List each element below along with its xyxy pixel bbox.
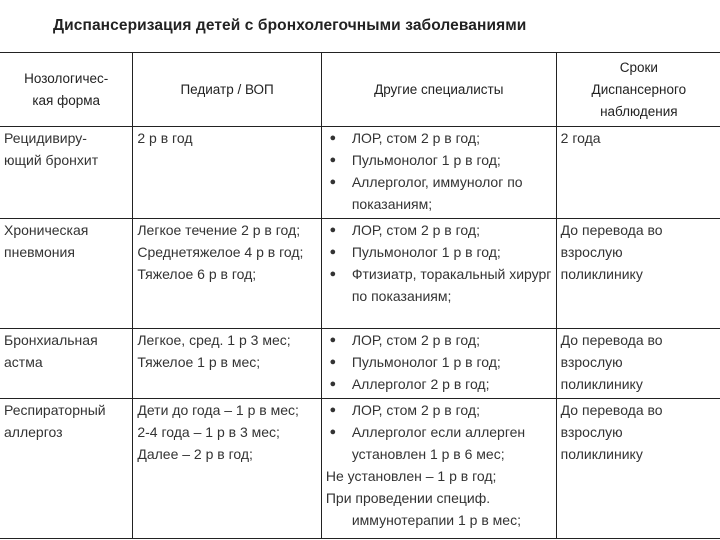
form-line: Хроническая <box>4 222 89 238</box>
header-line: Диспансерного <box>591 81 687 97</box>
form-line: пневмония <box>4 244 75 260</box>
header-terms <box>556 53 720 127</box>
pediatrician-schedule: 2 р в год <box>137 130 193 146</box>
cell-observation-term <box>556 219 720 329</box>
table-row <box>0 219 720 329</box>
cell-specialists <box>321 219 556 329</box>
bullet-icon: ● <box>329 268 337 280</box>
term-line: До перевода во <box>560 222 663 238</box>
specialist-item-text: ЛОР, стом 2 р в год; <box>351 130 480 146</box>
specialist-item-text: Аллерголог 2 р в год; <box>351 376 490 392</box>
bullet-icon: ● <box>329 132 337 144</box>
term-line: поликлинику <box>560 376 643 392</box>
term-line: взрослую <box>560 244 623 260</box>
table-row <box>0 399 720 539</box>
list-item <box>326 421 552 465</box>
bullet-icon: ● <box>329 426 337 438</box>
term-line: взрослую <box>560 354 623 370</box>
form-line: астма <box>4 354 43 370</box>
bullet-icon: ● <box>329 378 337 390</box>
cell-pediatrician <box>133 399 321 539</box>
list-item <box>326 329 552 351</box>
table-row <box>0 127 720 219</box>
specialist-note: иммунотерапии 1 р в мес; <box>351 512 521 528</box>
pediatrician-schedule: Тяжелое 6 р в год; <box>137 266 257 282</box>
header-line: кая форма <box>32 92 101 108</box>
list-item <box>326 373 552 395</box>
header-specialists: Другие специалисты <box>321 53 556 127</box>
list-item <box>326 241 552 263</box>
specialist-item-text: ЛОР, стом 2 р в год; <box>351 402 480 418</box>
cell-specialists <box>321 399 556 539</box>
pediatrician-schedule: Дети до года – 1 р в мес; <box>137 402 299 418</box>
pediatrician-schedule: Далее – 2 р в год; <box>137 446 253 462</box>
form-line: Бронхиальная <box>4 332 98 348</box>
bullet-icon: ● <box>329 154 337 166</box>
cell-pediatrician <box>133 127 321 219</box>
list-item <box>326 399 552 421</box>
specialist-item-text: Фтизиатр, торакальный хирург по показаниям; <box>351 266 552 304</box>
list-item <box>326 263 552 307</box>
form-line: ющий бронхит <box>4 152 99 168</box>
pediatrician-schedule: Тяжелое 1 р в мес; <box>137 354 261 370</box>
dispensary-table <box>0 52 720 539</box>
list-item <box>326 351 552 373</box>
header-line: наблюдения <box>600 103 678 119</box>
specialists-list <box>326 329 552 395</box>
bullet-icon: ● <box>329 404 337 416</box>
bullet-icon: ● <box>329 246 337 258</box>
specialists-list <box>326 219 552 307</box>
cell-observation-term <box>556 329 720 399</box>
cell-nosological-form <box>0 399 133 539</box>
list-item <box>326 127 552 149</box>
term-line: До перевода во <box>560 332 663 348</box>
specialists-list <box>326 399 552 465</box>
term-line: 2 года <box>560 130 601 146</box>
specialist-item-text: Пульмонолог 1 р в год; <box>351 354 501 370</box>
page-title: Диспансеризация детей с бронхолегочными заболеваниями <box>53 17 527 34</box>
cell-observation-term <box>556 399 720 539</box>
list-item <box>326 219 552 241</box>
term-line: поликлинику <box>560 266 643 282</box>
cell-specialists <box>321 127 556 219</box>
cell-pediatrician <box>133 329 321 399</box>
term-line: До перевода во <box>560 402 663 418</box>
cell-pediatrician <box>133 219 321 329</box>
cell-nosological-form <box>0 127 133 219</box>
form-line: Респираторный <box>4 402 106 418</box>
header-nosological-form <box>0 53 133 127</box>
pediatrician-schedule: Среднетяжелое 4 р в год; <box>137 244 304 260</box>
cell-nosological-form <box>0 219 133 329</box>
pediatrician-schedule: Легкое течение 2 р в год; <box>137 222 301 238</box>
header-line: Сроки <box>619 59 658 75</box>
term-line: взрослую <box>560 424 623 440</box>
specialist-note: Не установлен – 1 р в год; <box>325 468 497 484</box>
specialist-item-text: Аллерголог если аллерген установлен 1 р в 6 мес; <box>351 424 526 462</box>
bullet-icon: ● <box>329 334 337 346</box>
specialist-item-text: Аллерголог, иммунолог по показаниям; <box>351 174 523 212</box>
list-item <box>326 149 552 171</box>
specialists-list <box>326 127 552 215</box>
header-line: Нозологичес- <box>24 70 109 86</box>
bullet-icon: ● <box>329 224 337 236</box>
term-line: поликлинику <box>560 446 643 462</box>
cell-nosological-form <box>0 329 133 399</box>
cell-specialists <box>321 329 556 399</box>
pediatrician-schedule: 2-4 года – 1 р в 3 мес; <box>137 424 280 440</box>
table-header-row <box>0 53 720 127</box>
bullet-icon: ● <box>329 176 337 188</box>
specialist-item-text: Пульмонолог 1 р в год; <box>351 244 501 260</box>
specialist-item-text: Пульмонолог 1 р в год; <box>351 152 501 168</box>
specialist-item-text: ЛОР, стом 2 р в год; <box>351 222 480 238</box>
bullet-icon: ● <box>329 356 337 368</box>
form-line: Рецидивиру- <box>4 130 87 146</box>
pediatrician-schedule: Легкое, сред. 1 р 3 мес; <box>137 332 291 348</box>
specialist-item-text: ЛОР, стом 2 р в год; <box>351 332 480 348</box>
list-item <box>326 171 552 215</box>
form-line: аллергоз <box>4 424 63 440</box>
table-row <box>0 329 720 399</box>
specialist-note: При проведении специф. <box>325 490 491 506</box>
cell-observation-term <box>556 127 720 219</box>
header-pediatrician: Педиатр / ВОП <box>133 53 321 127</box>
